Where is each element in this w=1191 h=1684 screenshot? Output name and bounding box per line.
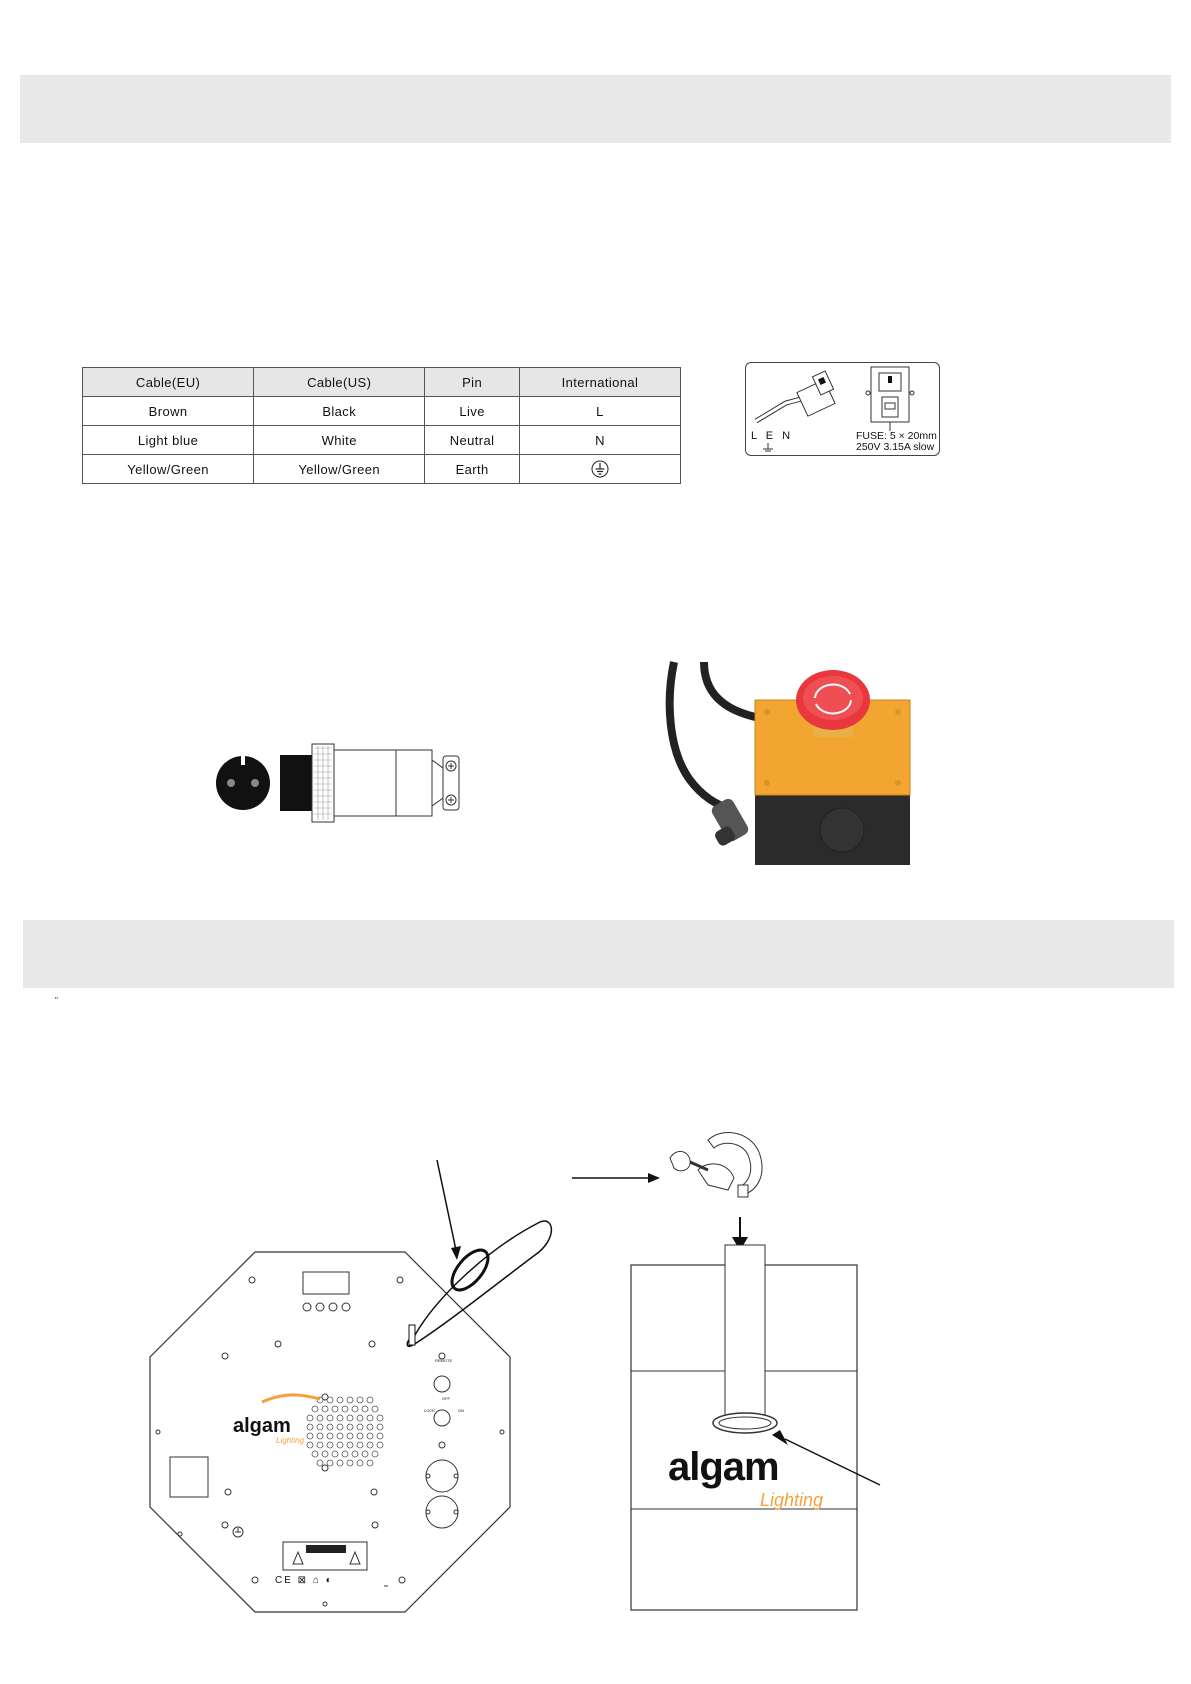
on-label: ON	[458, 1408, 464, 1413]
safety-cable-drawing	[395, 1160, 595, 1390]
section-header-band-installation	[23, 920, 1174, 988]
column-header: International	[519, 368, 680, 397]
remote-label: REMOTE	[435, 1358, 453, 1363]
power-inlet-illustration	[745, 362, 940, 456]
column-header: Cable(EU)	[83, 368, 254, 397]
panel-brand-sub: Lighting	[276, 1436, 305, 1445]
clamp-drawing	[668, 1130, 778, 1220]
fuse-spec-line2: 250V 3.15A slow	[856, 441, 935, 453]
mount-brand-logo: algam	[668, 1445, 779, 1489]
table-cell: Yellow/Green	[83, 455, 254, 484]
table-cell: Light blue	[83, 426, 254, 455]
table-row	[83, 455, 681, 484]
mount-brand-sub: Lighting	[760, 1490, 824, 1510]
emergency-stop-box-image	[660, 660, 920, 880]
table-cell: Neutral	[425, 426, 520, 455]
table-cell: Live	[425, 397, 520, 426]
earth-ground-icon	[591, 460, 609, 478]
table-cell: White	[254, 426, 425, 455]
table-cell: N	[519, 426, 680, 455]
section-header-band-power	[20, 75, 1171, 143]
mounting-bar-drawing	[630, 1245, 860, 1615]
connector-drawing	[215, 738, 475, 828]
arrow-to-clamp	[572, 1172, 662, 1184]
stray-mark: "	[55, 996, 58, 1005]
len-label: L E N	[751, 430, 794, 442]
column-header: Pin	[425, 368, 520, 397]
table-cell: Black	[254, 397, 425, 426]
fuse-spec-line1: FUSE: 5 × 20mm	[856, 430, 937, 442]
column-header: Cable(US)	[254, 368, 425, 397]
table-row	[83, 426, 681, 455]
off-label: OFF	[442, 1396, 450, 1401]
wiring-table	[82, 367, 681, 484]
table-cell: L	[519, 397, 680, 426]
table-cell	[519, 455, 680, 484]
table-cell: Brown	[83, 397, 254, 426]
table-row	[83, 397, 681, 426]
table-header-row	[83, 368, 681, 397]
table-cell: Yellow/Green	[254, 455, 425, 484]
certification-marks: CE ⊠ ⌂ ◐	[275, 1575, 334, 1586]
panel-brand-logo: algam	[233, 1415, 291, 1437]
lock-label: LOCK	[424, 1408, 435, 1413]
table-cell: Earth	[425, 455, 520, 484]
